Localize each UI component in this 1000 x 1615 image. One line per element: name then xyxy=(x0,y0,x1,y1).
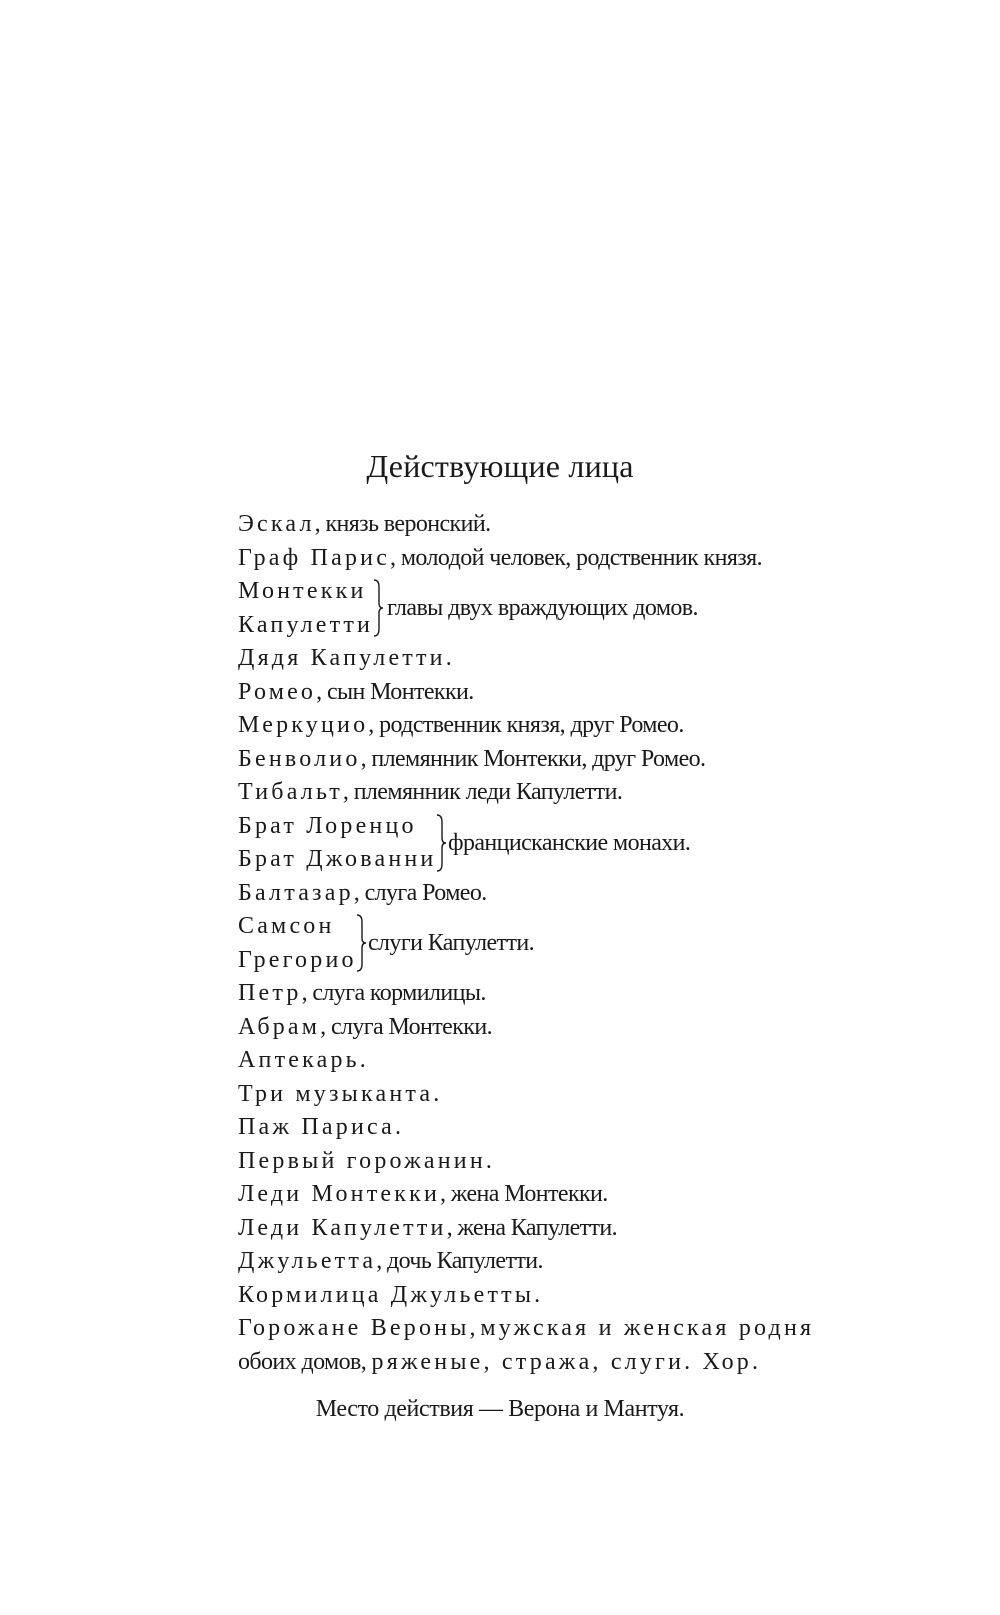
cast-entry xyxy=(238,1011,858,1045)
group-description: францисканские монахи. xyxy=(448,829,691,856)
cast-group-servants xyxy=(238,910,858,977)
character-description: , сын Монтекки. xyxy=(316,678,474,705)
character-name: Брат Джованни xyxy=(238,846,437,872)
cast-entry xyxy=(238,1178,858,1212)
character-name: Капулетти xyxy=(238,611,374,638)
character-description: , родственник князя, друг Ромео. xyxy=(368,712,684,738)
character-name: Паж Париса. xyxy=(238,1114,405,1140)
cast-entry xyxy=(238,1245,858,1279)
character-description: , дочь Капулетти. xyxy=(376,1248,543,1274)
character-name: Абрам xyxy=(238,1013,321,1040)
character-description: , молодой человек, родственник князя. xyxy=(390,544,763,571)
cast-entry-citizens xyxy=(238,1312,858,1379)
cast-group-friars xyxy=(238,810,858,877)
character-name: Эскал xyxy=(238,511,315,537)
character-name: Первый горожанин. xyxy=(238,1147,496,1174)
cast-entry xyxy=(238,676,858,710)
group-description: слуги Капулетти. xyxy=(368,930,534,956)
brace-icon xyxy=(436,814,446,872)
group-description: главы двух враждующих домов. xyxy=(387,595,698,621)
cast-entry xyxy=(238,542,858,576)
character-name: Монтекки xyxy=(238,578,367,604)
cast-entry xyxy=(238,1044,858,1078)
cast-entry xyxy=(238,1111,858,1145)
character-name: Балтазар xyxy=(238,879,354,906)
cast-entry xyxy=(238,709,858,743)
cast-group-heads xyxy=(238,575,858,642)
character-name: Ромео xyxy=(238,678,317,705)
character-name: Самсон xyxy=(238,913,335,939)
character-name: Бенволио xyxy=(238,745,361,772)
character-name: ряженые, стража, слуги. Хор. xyxy=(371,1348,762,1375)
character-description: , слуга Ромео. xyxy=(353,879,487,906)
cast-entry xyxy=(238,1212,858,1246)
character-name: Брат Лоренцо xyxy=(238,812,417,839)
character-name: Граф Парис xyxy=(238,544,391,571)
cast-entry xyxy=(238,1078,858,1112)
separator: , xyxy=(469,1315,481,1341)
character-description: , слуга Монтекки. xyxy=(320,1013,492,1040)
cast-entry xyxy=(238,776,858,810)
cast-list xyxy=(238,508,858,1379)
setting-note: Место действия — Верона и Мантуя. xyxy=(315,1396,685,1422)
cast-entry xyxy=(238,508,858,542)
character-description: , слуга кормилицы. xyxy=(301,980,486,1006)
character-name: Горожане Вероны xyxy=(238,1315,470,1341)
character-name: Три музыканта. xyxy=(238,1080,443,1107)
brace-icon xyxy=(356,914,366,972)
character-description: , племянник Монтекки, друг Ромео. xyxy=(360,745,706,772)
character-description: обоих домов, xyxy=(238,1348,372,1375)
character-name: мужская и женская родня xyxy=(480,1315,815,1341)
cast-entry xyxy=(238,877,858,911)
cast-entry xyxy=(238,977,858,1011)
page-title: Действующие лица xyxy=(366,448,634,484)
character-name: Кормилица Джульетты. xyxy=(238,1281,544,1308)
character-name: Леди Монтекки xyxy=(238,1181,440,1207)
cast-entry xyxy=(238,1279,858,1313)
character-name: Тибальт xyxy=(238,779,343,805)
character-name: Меркуцио xyxy=(238,712,369,738)
cast-entry xyxy=(238,642,858,676)
character-name: Петр xyxy=(238,980,302,1006)
character-name: Дядя Капулетти. xyxy=(238,645,455,671)
character-description: , племянник леди Капулетти. xyxy=(342,779,623,805)
character-description: , князь веронский. xyxy=(314,511,491,537)
character-description: , жена Монтекки. xyxy=(440,1181,608,1207)
cast-entry xyxy=(238,743,858,777)
character-name: Леди Капулетти xyxy=(238,1214,447,1241)
character-name: Грегорио xyxy=(238,946,357,973)
character-description: , жена Капулетти. xyxy=(446,1214,618,1241)
character-name: Аптекарь. xyxy=(238,1047,370,1073)
character-name: Джульетта xyxy=(238,1248,377,1274)
cast-entry xyxy=(238,1145,858,1179)
brace-icon xyxy=(373,579,383,637)
